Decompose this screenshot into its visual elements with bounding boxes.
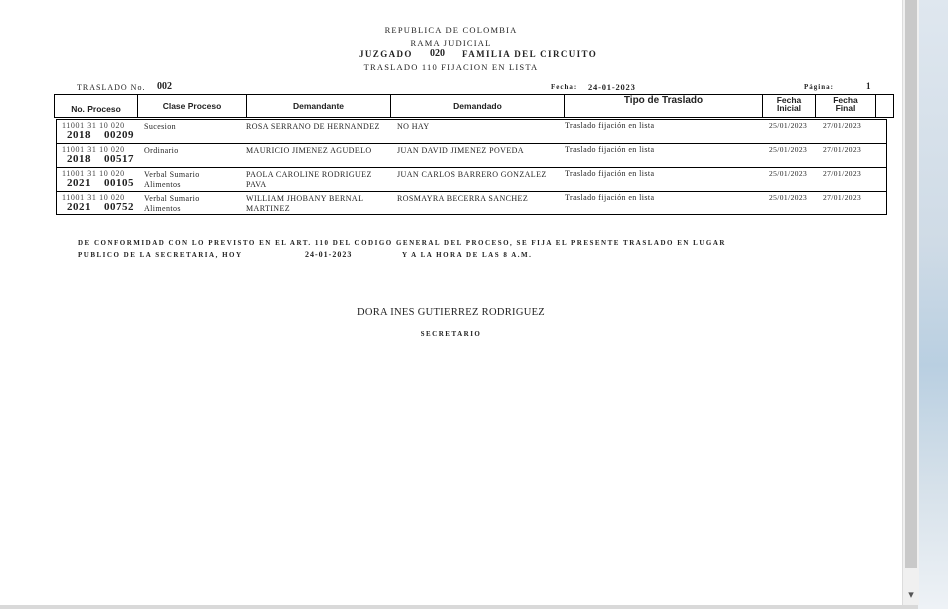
row-demandante: PAOLA CAROLINE RODRIGUEZ <box>246 170 372 179</box>
row-number: 00209 <box>104 129 134 141</box>
traslado-value: 002 <box>157 81 172 92</box>
row-demandante-2: MARTINEZ <box>246 204 291 213</box>
row-demandado: JUAN DAVID JIMENEZ POVEDA <box>397 146 524 155</box>
vertical-scrollbar[interactable] <box>902 0 919 605</box>
scrollbar-thumb[interactable] <box>905 0 917 568</box>
fecha-value: 24-01-2023 <box>588 82 636 92</box>
row-number: 00752 <box>104 201 134 213</box>
row-ref: 11001 31 10 020 <box>62 121 125 130</box>
row-clase: Verbal Sumario <box>144 194 200 203</box>
row-clase: Sucesion <box>144 122 177 131</box>
header-line-rama: RAMA JUDICIAL <box>410 38 492 48</box>
header-demandante: Demandante <box>247 95 391 117</box>
header-clase-proceso: Clase Proceso <box>138 95 247 117</box>
row-year: 2021 <box>67 201 91 213</box>
row-demandante-2: PAVA <box>246 180 267 189</box>
header-fecha-final: Fecha Final <box>816 95 876 117</box>
row-fecha-final: 27/01/2023 <box>823 193 862 202</box>
row-demandado: ROSMAYRA BECERRA SANCHEZ <box>397 194 529 203</box>
traslado-label: TRASLADO No. <box>77 83 146 92</box>
row-year: 2018 <box>67 129 91 141</box>
horizontal-scrollbar-track <box>0 605 918 609</box>
row-ref: 11001 31 10 020 <box>62 145 125 154</box>
row-demandado: JUAN CARLOS BARRERO GONZALEZ <box>397 170 547 179</box>
row-year: 2021 <box>67 177 91 189</box>
closing-statement-line1: DE CONFORMIDAD CON LO PREVISTO EN EL ART. 110 DEL CODIGO GENERAL DEL PROCESO, SE FIJA EL PRESENTE TRASLADO EN LUGAR <box>78 239 726 247</box>
header-no-proceso: No. Proceso <box>55 95 138 117</box>
row-ref: 11001 31 10 020 <box>62 193 125 202</box>
closing-statement-line2: PUBLICO DE LA SECRETARIA, HOY <box>78 251 243 259</box>
closing-hour: Y A LA HORA DE LAS 8 A.M. <box>402 251 533 259</box>
signer-title: SECRETARIO <box>420 330 482 338</box>
row-clase: Ordinario <box>144 146 179 155</box>
row-fecha-final: 27/01/2023 <box>823 121 862 130</box>
pagina-value: 1 <box>866 81 871 91</box>
table-header <box>54 94 894 118</box>
row-ref: 11001 31 10 020 <box>62 169 125 178</box>
header-tipo-traslado: Tipo de Traslado <box>565 95 763 117</box>
table-row <box>57 120 886 144</box>
row-fecha-inicial: 25/01/2023 <box>769 145 808 154</box>
row-demandado: NO HAY <box>397 122 430 131</box>
header-fecha-inicial: Fecha Inicial <box>763 95 816 117</box>
row-fecha-final: 27/01/2023 <box>823 145 862 154</box>
row-demandante: ROSA SERRANO DE HERNANDEZ <box>246 122 380 131</box>
header-court-label: JUZGADO <box>359 49 413 59</box>
fecha-label: Fecha: <box>551 83 578 91</box>
row-clase: Verbal Sumario <box>144 170 200 179</box>
row-tipo: Traslado fijación en lista <box>565 145 655 154</box>
row-number: 00105 <box>104 177 134 189</box>
row-fecha-inicial: 25/01/2023 <box>769 121 808 130</box>
header-court-number: 020 <box>430 48 445 59</box>
row-number: 00517 <box>104 153 134 165</box>
header-court-name: FAMILIA DEL CIRCUITO <box>462 49 598 59</box>
row-fecha-final: 27/01/2023 <box>823 169 862 178</box>
table-row <box>57 168 886 192</box>
row-demandante: MAURICIO JIMENEZ AGUDELO <box>246 146 372 155</box>
header-line-republica: REPUBLICA DE COLOMBIA <box>384 25 518 35</box>
row-tipo: Traslado fijación en lista <box>565 193 655 202</box>
table-row <box>57 192 886 216</box>
row-year: 2018 <box>67 153 91 165</box>
row-fecha-inicial: 25/01/2023 <box>769 193 808 202</box>
row-clase-2: Alimentos <box>144 180 181 189</box>
table-row <box>57 144 886 168</box>
closing-date: 24-01-2023 <box>305 250 353 259</box>
header-traslado-line: TRASLADO 110 FIJACION EN LISTA <box>363 62 539 72</box>
traslado-table-body <box>56 119 887 215</box>
scroll-down-arrow-icon[interactable]: ▾ <box>908 588 914 601</box>
header-demandado: Demandado <box>391 95 565 117</box>
row-tipo: Traslado fijación en lista <box>565 169 655 178</box>
desktop-background <box>918 0 948 609</box>
row-tipo: Traslado fijación en lista <box>565 121 655 130</box>
row-fecha-inicial: 25/01/2023 <box>769 169 808 178</box>
row-demandante: WILLIAM JHOBANY BERNAL <box>246 194 364 203</box>
signer-name: DORA INES GUTIERREZ RODRIGUEZ <box>356 307 546 318</box>
pagina-label: Página: <box>804 83 834 91</box>
row-clase-2: Alimentos <box>144 204 181 213</box>
